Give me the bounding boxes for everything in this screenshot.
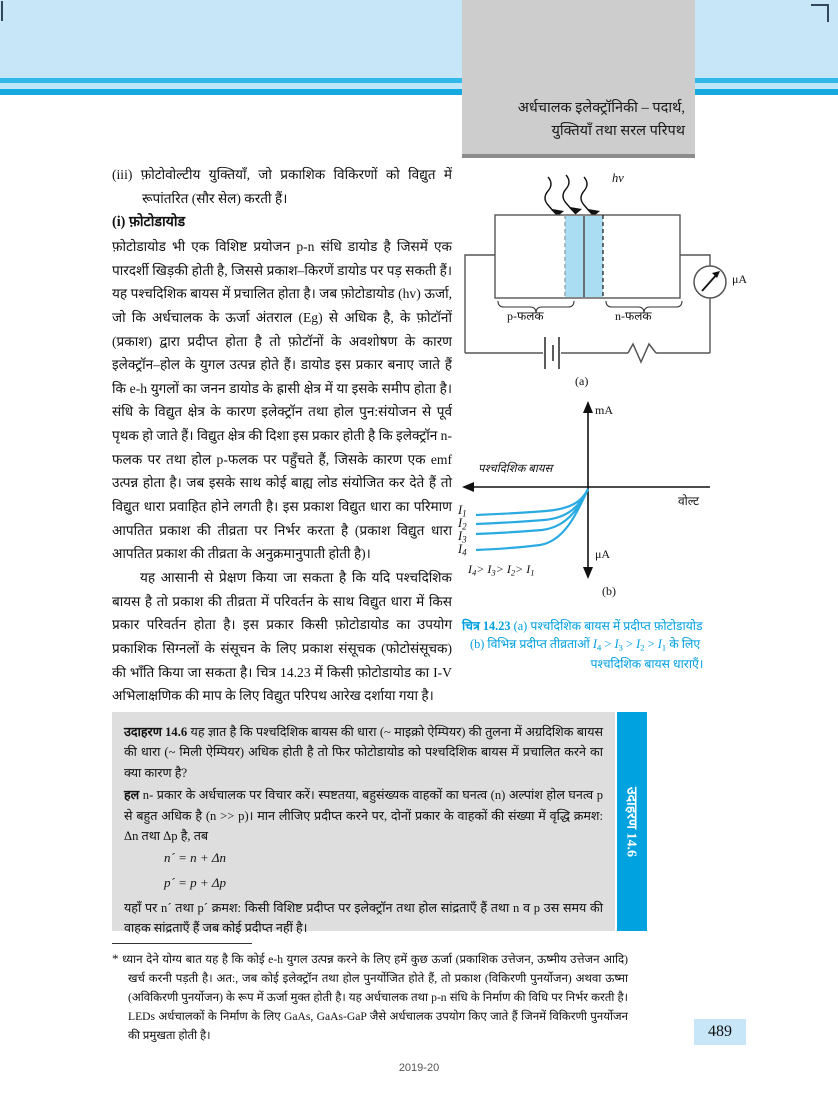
chapter-title-box bbox=[462, 0, 695, 158]
hv-label: hv bbox=[612, 171, 624, 185]
caption-line-3: पश्चदिशिक बायस धाराएँ। bbox=[590, 657, 704, 672]
figure-a-sublabel: (a) bbox=[575, 374, 589, 388]
paragraph-photodiode-description: फ़ोटोडायोड भी एक विशिष्ट प्रयोजन p-n संधि डायोड है जिसमें एक पारदर्शी खिड़की होती है, जिससे प्रकाश–किरणें डायोड पर पड़ सकती हैं। यह पश्चदिशिक बायस में प्रचालित होता है। जब फ़ोटोडायोड (hv) ऊर्जा, जो कि अर्धचालक के ऊर्जा अंतराल (Eg) से अधिक है, के फ़ोटॉनों (प्रकाश) द्वारा प्रदीप्त होता है तो फ़ोटॉनों के अवशोषण के कारण इलेक्ट्रॉन–होल के युगल उत्पन्न होते हैं। डायोड इस प्रकार बनाए जाते हैं कि e-h युगलों का जनन डायोड के ह्रासी क्षेत्र में या इसके समीप होता है। संधि के विद्युत क्षेत्र के कारण इलेक्ट्रॉन तथा होल पुन:संयोजन से पूर्व पृथक हो जाते हैं। विद्युत क्षेत्र की दिशा इस प्रकार होती है कि इलेक्ट्रॉन n-फलक पर तथा होल p-फलक पर पहुँचते हैं, जिसके कारण एक emf उत्पन्न होता है। जब इसके साथ कोई बाह्य लोड संयोजित कर देते हैं तो विद्युत धारा प्रवाहित होने लगती है। इस प्रकाश विद्युत धारा का परिमाण आपतित प्रकाश की तीव्रता पर निर्भर करता है (प्रकाश विद्युत धारा आपतित प्रकाश की तीव्रता के अनुक्रमानुपाती होती है)। bbox=[112, 238, 452, 562]
example-solution-label: हल bbox=[124, 788, 140, 803]
voltage-axis-arrow-left bbox=[462, 482, 474, 492]
curve-I4 bbox=[476, 489, 588, 550]
caption-line-2: (b) विभिन्न प्रदीप्त तीव्रताओं $I_4 > I_3 > I_2 > I_1$ के लिए bbox=[470, 637, 701, 653]
uA-axis-label: μA bbox=[595, 547, 611, 561]
body-text-column bbox=[112, 163, 452, 708]
example-side-tab-label: उदाहरण 14.6 bbox=[623, 786, 639, 857]
example-equation-1: n´ = n + Δn bbox=[164, 850, 227, 866]
footnote-text: ध्यान देने योग्य बात यह है कि कोई e-h युगल उत्पन्न करने के लिए हमें कुछ ऊर्जा (प्रकाशिक उत्तेजन, ऊष्मीय उत्तेजन आदि) खर्च करनी पड़ती है। अत:, जब कोई इलेक्ट्रॉन तथा होल पुनर्योजित होते हैं, तो प्रकाश (विकिरणी पुनर्योजन) अथवा ऊष्मा (अविकिरणी पुनर्योजन) के रूप में ऊर्जा मुक्त होती है। यह अर्धचालक तथा p-n संधि के निर्माण की विधि पर निर्भर करती है। LEDs अर्धचालकों के निर्माण के लिए GaAs, GaAs-GaP जैसे अर्धचालक उपयोग किए जाते हैं जिनमें विकिरणी पुनर्योजन की प्रमुखता होती है। bbox=[122, 953, 628, 1042]
example-solution-block bbox=[124, 785, 603, 846]
figure-a-circuit-diagram bbox=[460, 165, 832, 397]
reverse-bias-curves bbox=[476, 489, 588, 550]
header-band-light bbox=[0, 0, 838, 78]
mA-axis-label: mA bbox=[595, 403, 613, 417]
chapter-title-line1: अर्धचालक इलेक्ट्रॉनिकी – पदार्थ, bbox=[517, 100, 685, 117]
caption-line-1 bbox=[460, 617, 834, 635]
example-question-block bbox=[124, 722, 603, 783]
list-item-iii: (iii) फ़ोटोवोल्टीय युक्तियाँ, जो प्रकाशिक विकिरणों को विद्युत में रूपांतरित (सौर सेल) करती हैं। bbox=[112, 167, 452, 206]
reverse-bias-quadrant-label: पश्चदिशिक बायस bbox=[478, 463, 553, 475]
incident-light-rays bbox=[545, 175, 594, 216]
section-subheading: (i) फ़ोटोडायोड bbox=[112, 214, 186, 231]
iv-graph-svg bbox=[460, 399, 832, 614]
figure-b-iv-characteristic bbox=[460, 399, 832, 614]
chapter-title-line2: युक्तियाँ तथा सरल परिपथ bbox=[551, 122, 685, 139]
battery-symbol bbox=[545, 337, 559, 369]
curve-label-I4: $I_4$ bbox=[458, 542, 467, 558]
example-box bbox=[112, 712, 615, 936]
chapter-title-text bbox=[462, 97, 685, 142]
example-closing-text: यहाँ पर n´ तथा p´ क्रमश: किसी विशिष्ट प्रदीप्त पर इलेक्ट्रॉन तथा होल सांद्रताएँ हैं तथा n व p उस समय की वाहक सांद्रताएँ हैं जब कोई प्रदीप्त नहीं है। bbox=[124, 900, 603, 936]
p-side-label: p-फलक bbox=[507, 309, 544, 323]
current-axis-arrow-down bbox=[583, 567, 593, 579]
n-side-label: n-फलक bbox=[615, 309, 652, 323]
crop-mark-top-right bbox=[811, 4, 829, 22]
figure-caption bbox=[460, 617, 834, 674]
page-number: 489 bbox=[694, 1019, 746, 1045]
example-side-tab bbox=[617, 712, 647, 931]
figure-b-sublabel: (b) bbox=[602, 584, 616, 598]
header-stripe-lower bbox=[0, 89, 838, 95]
curve-label-I2: $I_2$ bbox=[458, 516, 467, 532]
example-equation-2: p´ = p + Δp bbox=[164, 875, 227, 891]
resistor-symbol bbox=[628, 344, 656, 362]
current-axis-arrow-up bbox=[583, 401, 593, 413]
curve-label-I3: $I_3$ bbox=[458, 529, 467, 545]
volt-axis-label: वोल्ट bbox=[678, 494, 700, 508]
example-heading: उदाहरण 14.6 bbox=[124, 725, 188, 739]
figure-column bbox=[460, 165, 832, 614]
curve-inequality-label: $I_4> I_3> I_2> I_1$ bbox=[468, 562, 535, 578]
footer-year: 2019-20 bbox=[398, 1062, 440, 1074]
caption-text-a: (a) पश्चदिशिक बायस में प्रदीप्त फ़ोटोडायोड bbox=[513, 619, 703, 633]
curve-label-I1: $I_1$ bbox=[458, 503, 467, 519]
example-question-text: यह ज्ञात है कि पश्चदिशिक बायस की धारा (~ माइक्रो ऐम्पियर) की तुलना में अग्रदिशिक बायस की धारा (~ मिली ऐम्पियर) अधिक होती है तो फिर फोटोडायोड को पश्चदिशिक बायस में प्रचालित करने का क्या कारण है? bbox=[124, 725, 604, 780]
caption-figure-number: चित्र 14.23 bbox=[462, 619, 511, 633]
footnote bbox=[112, 948, 628, 1045]
microammeter-label: μA bbox=[732, 272, 748, 286]
circuit-diagram-svg bbox=[460, 165, 832, 397]
crop-mark-top-left bbox=[1, 1, 3, 21]
example-solution-text: n- प्रकार के अर्धचालक पर विचार करें। स्पष्टतया, बहुसंख्यक वाहकों का घनत्व (n) अल्पांश होल घनत्व p से बहुत अधिक है (n >> p)। मान लीजिए प्रदीप्त करने पर, दोनों प्रकार के वाहकों की संख्या में वृद्धि क्रमश: Δn तथा Δp है, तब bbox=[124, 788, 603, 843]
footnote-rule bbox=[112, 943, 252, 944]
footnote-marker: * bbox=[112, 951, 119, 966]
paragraph-observation: यह आसानी से प्रेक्षण किया जा सकता है कि यदि पश्चदिशिक बायस है तो प्रकाश की तीव्रता में परिवर्तन के साथ विद्युत धारा में किस प्रकार परिवर्तन होता है। इस प्रकार किसी फ़ोटोडायोड का उपयोग प्रकाशिक सिग्नलों के संसूचन के लिए प्रकाश संसूचक (फोटोसंसूचक) की भाँति किया जा सकता है। चित्र 14.23 में किसी फ़ोटोडायोड का I-V अभिलाक्षणिक की माप के लिए विद्युत परिपथ आरेख दर्शाया गया है। bbox=[112, 569, 452, 704]
